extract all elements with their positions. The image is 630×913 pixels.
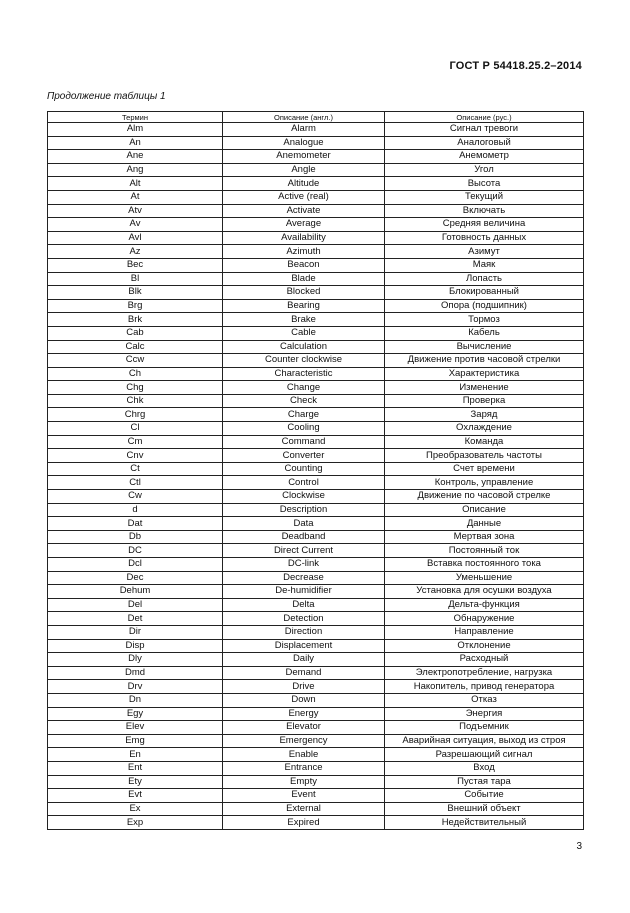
description-ru-cell: Тормоз (385, 313, 584, 327)
table-row (48, 177, 584, 191)
description-en-cell: Description (223, 503, 385, 517)
table-row (48, 313, 584, 327)
description-ru-cell: Высота (385, 177, 584, 191)
table-row (48, 721, 584, 735)
term-cell: Bl (48, 272, 223, 286)
table-row (48, 258, 584, 272)
description-en-cell: Detection (223, 612, 385, 626)
term-cell: d (48, 503, 223, 517)
description-en-cell: Direction (223, 625, 385, 639)
term-cell: Chrg (48, 408, 223, 422)
term-cell: Ctl (48, 476, 223, 490)
table-row (48, 299, 584, 313)
description-ru-cell: Команда (385, 435, 584, 449)
table-row (48, 666, 584, 680)
table-row (48, 476, 584, 490)
description-ru-cell: Готовность данных (385, 231, 584, 245)
term-cell: Alt (48, 177, 223, 191)
description-en-cell: Empty (223, 775, 385, 789)
description-ru-cell: Охлаждение (385, 422, 584, 436)
description-en-cell: Cable (223, 326, 385, 340)
table-caption: Продолжение таблицы 1 (47, 91, 166, 102)
table-row (48, 748, 584, 762)
term-cell: Elev (48, 721, 223, 735)
term-cell: Dcl (48, 558, 223, 572)
term-cell: Dn (48, 693, 223, 707)
description-ru-cell: Направление (385, 625, 584, 639)
description-en-cell: Expired (223, 816, 385, 830)
term-cell: Evt (48, 789, 223, 803)
description-ru-cell: Событие (385, 789, 584, 803)
description-en-cell: Anemometer (223, 150, 385, 164)
table-row (48, 816, 584, 830)
description-ru-cell: Угол (385, 163, 584, 177)
table-row (48, 381, 584, 395)
table-row (48, 530, 584, 544)
table-row (48, 612, 584, 626)
term-cell: Dmd (48, 666, 223, 680)
description-en-cell: Azimuth (223, 245, 385, 259)
description-en-cell: Check (223, 394, 385, 408)
description-en-cell: Activate (223, 204, 385, 218)
term-cell: Exp (48, 816, 223, 830)
table-row (48, 218, 584, 232)
description-ru-cell: Текущий (385, 190, 584, 204)
description-en-cell: Blocked (223, 286, 385, 300)
term-cell: Cw (48, 490, 223, 504)
description-ru-cell: Мертвая зона (385, 530, 584, 544)
description-en-cell: External (223, 802, 385, 816)
term-cell: Alm (48, 123, 223, 137)
description-ru-cell: Движение по часовой стрелке (385, 490, 584, 504)
description-en-cell: Entrance (223, 761, 385, 775)
terms-table (47, 111, 584, 830)
description-ru-cell: Маяк (385, 258, 584, 272)
table-row (48, 231, 584, 245)
table-row (48, 490, 584, 504)
document-code: ГОСТ Р 54418.25.2–2014 (449, 60, 582, 72)
term-cell: Ent (48, 761, 223, 775)
term-cell: Ex (48, 802, 223, 816)
term-cell: Ct (48, 462, 223, 476)
table-row (48, 503, 584, 517)
description-ru-cell: Проверка (385, 394, 584, 408)
table-row (48, 517, 584, 531)
description-en-cell: Counter clockwise (223, 354, 385, 368)
term-cell: At (48, 190, 223, 204)
description-en-cell: Clockwise (223, 490, 385, 504)
table-row (48, 367, 584, 381)
term-cell: Dehum (48, 585, 223, 599)
table-row (48, 639, 584, 653)
table-row (48, 354, 584, 368)
term-cell: DC (48, 544, 223, 558)
table-row (48, 163, 584, 177)
column-header-description-en: Описание (англ.) (223, 112, 385, 123)
description-ru-cell: Вычисление (385, 340, 584, 354)
table-row (48, 734, 584, 748)
table-row (48, 394, 584, 408)
term-cell: Disp (48, 639, 223, 653)
table-row (48, 435, 584, 449)
column-header-term: Термин (48, 112, 223, 123)
description-en-cell: Event (223, 789, 385, 803)
description-ru-cell: Характеристика (385, 367, 584, 381)
description-en-cell: Average (223, 218, 385, 232)
description-ru-cell: Счет времени (385, 462, 584, 476)
description-ru-cell: Энергия (385, 707, 584, 721)
description-en-cell: DC-link (223, 558, 385, 572)
term-cell: Calc (48, 340, 223, 354)
description-en-cell: Calculation (223, 340, 385, 354)
term-cell: Ety (48, 775, 223, 789)
term-cell: Atv (48, 204, 223, 218)
description-ru-cell: Блокированный (385, 286, 584, 300)
description-ru-cell: Отказ (385, 693, 584, 707)
description-en-cell: Data (223, 517, 385, 531)
description-ru-cell: Подъемник (385, 721, 584, 735)
description-ru-cell: Азимут (385, 245, 584, 259)
description-ru-cell: Отклонение (385, 639, 584, 653)
table-row (48, 150, 584, 164)
description-ru-cell: Внешний объект (385, 802, 584, 816)
description-en-cell: De-humidifier (223, 585, 385, 599)
description-en-cell: Beacon (223, 258, 385, 272)
description-en-cell: Change (223, 381, 385, 395)
table-row (48, 693, 584, 707)
description-en-cell: Alarm (223, 123, 385, 137)
table-row (48, 204, 584, 218)
description-ru-cell: Недействительный (385, 816, 584, 830)
description-ru-cell: Кабель (385, 326, 584, 340)
term-cell: Bec (48, 258, 223, 272)
description-ru-cell: Расходный (385, 653, 584, 667)
term-cell: Cm (48, 435, 223, 449)
description-ru-cell: Вставка постоянного тока (385, 558, 584, 572)
table-row (48, 707, 584, 721)
description-en-cell: Drive (223, 680, 385, 694)
term-cell: Chk (48, 394, 223, 408)
description-ru-cell: Движение против часовой стрелки (385, 354, 584, 368)
description-ru-cell: Разрешающий сигнал (385, 748, 584, 762)
table-row (48, 544, 584, 558)
description-en-cell: Displacement (223, 639, 385, 653)
table-row (48, 326, 584, 340)
term-cell: Blk (48, 286, 223, 300)
description-ru-cell: Лопасть (385, 272, 584, 286)
description-en-cell: Direct Current (223, 544, 385, 558)
term-cell: Db (48, 530, 223, 544)
term-cell: Brg (48, 299, 223, 313)
table-row (48, 136, 584, 150)
description-ru-cell: Включать (385, 204, 584, 218)
table-row (48, 585, 584, 599)
description-ru-cell: Средняя величина (385, 218, 584, 232)
table-row (48, 340, 584, 354)
description-ru-cell: Дельта-функция (385, 598, 584, 612)
term-cell: Avl (48, 231, 223, 245)
description-en-cell: Control (223, 476, 385, 490)
term-cell: Az (48, 245, 223, 259)
description-en-cell: Blade (223, 272, 385, 286)
page-number: 3 (576, 841, 582, 852)
description-ru-cell: Опора (подшипник) (385, 299, 584, 313)
table-row (48, 123, 584, 137)
description-ru-cell: Анемометр (385, 150, 584, 164)
table-row (48, 775, 584, 789)
table-row (48, 598, 584, 612)
description-ru-cell: Постоянный ток (385, 544, 584, 558)
term-cell: An (48, 136, 223, 150)
description-en-cell: Characteristic (223, 367, 385, 381)
term-cell: Dir (48, 625, 223, 639)
table-header-row (48, 112, 584, 123)
description-en-cell: Bearing (223, 299, 385, 313)
term-cell: Dly (48, 653, 223, 667)
description-ru-cell: Пустая тара (385, 775, 584, 789)
description-ru-cell: Контроль, управление (385, 476, 584, 490)
description-ru-cell: Накопитель, привод генератора (385, 680, 584, 694)
table-row (48, 789, 584, 803)
table-body (48, 123, 584, 830)
description-en-cell: Decrease (223, 571, 385, 585)
description-ru-cell: Аналоговый (385, 136, 584, 150)
description-en-cell: Enable (223, 748, 385, 762)
term-cell: Chg (48, 381, 223, 395)
table-row (48, 245, 584, 259)
description-en-cell: Delta (223, 598, 385, 612)
table-row (48, 761, 584, 775)
description-en-cell: Converter (223, 449, 385, 463)
description-en-cell: Angle (223, 163, 385, 177)
description-ru-cell: Данные (385, 517, 584, 531)
description-ru-cell: Обнаружение (385, 612, 584, 626)
description-ru-cell: Преобразователь частоты (385, 449, 584, 463)
term-cell: Brk (48, 313, 223, 327)
term-cell: Drv (48, 680, 223, 694)
description-en-cell: Brake (223, 313, 385, 327)
term-cell: Ang (48, 163, 223, 177)
table-row (48, 571, 584, 585)
description-en-cell: Deadband (223, 530, 385, 544)
description-en-cell: Down (223, 693, 385, 707)
term-cell: Cl (48, 422, 223, 436)
description-en-cell: Daily (223, 653, 385, 667)
description-ru-cell: Сигнал тревоги (385, 123, 584, 137)
term-cell: Egy (48, 707, 223, 721)
table-row (48, 408, 584, 422)
term-cell: Del (48, 598, 223, 612)
description-ru-cell: Установка для осушки воздуха (385, 585, 584, 599)
term-cell: Det (48, 612, 223, 626)
description-en-cell: Energy (223, 707, 385, 721)
description-en-cell: Active (real) (223, 190, 385, 204)
table-row (48, 190, 584, 204)
table-row (48, 449, 584, 463)
table-row (48, 462, 584, 476)
description-en-cell: Emergency (223, 734, 385, 748)
table-row (48, 286, 584, 300)
term-cell: Ccw (48, 354, 223, 368)
description-ru-cell: Уменьшение (385, 571, 584, 585)
table-row (48, 680, 584, 694)
term-cell: Cnv (48, 449, 223, 463)
term-cell: Dat (48, 517, 223, 531)
description-ru-cell: Описание (385, 503, 584, 517)
table-row (48, 422, 584, 436)
table-row (48, 653, 584, 667)
description-ru-cell: Заряд (385, 408, 584, 422)
table-row (48, 558, 584, 572)
table-row (48, 802, 584, 816)
description-en-cell: Analogue (223, 136, 385, 150)
description-en-cell: Cooling (223, 422, 385, 436)
description-en-cell: Availability (223, 231, 385, 245)
term-cell: Emg (48, 734, 223, 748)
column-header-description-ru: Описание (рус.) (385, 112, 584, 123)
description-en-cell: Demand (223, 666, 385, 680)
description-en-cell: Elevator (223, 721, 385, 735)
table-row (48, 625, 584, 639)
description-ru-cell: Аварийная ситуация, выход из строя (385, 734, 584, 748)
term-cell: Cab (48, 326, 223, 340)
description-ru-cell: Изменение (385, 381, 584, 395)
description-en-cell: Command (223, 435, 385, 449)
term-cell: Dec (48, 571, 223, 585)
term-cell: Ch (48, 367, 223, 381)
description-en-cell: Charge (223, 408, 385, 422)
term-cell: Av (48, 218, 223, 232)
term-cell: En (48, 748, 223, 762)
description-ru-cell: Вход (385, 761, 584, 775)
table-row (48, 272, 584, 286)
description-en-cell: Counting (223, 462, 385, 476)
description-ru-cell: Электропотребление, нагрузка (385, 666, 584, 680)
term-cell: Ane (48, 150, 223, 164)
description-en-cell: Altitude (223, 177, 385, 191)
